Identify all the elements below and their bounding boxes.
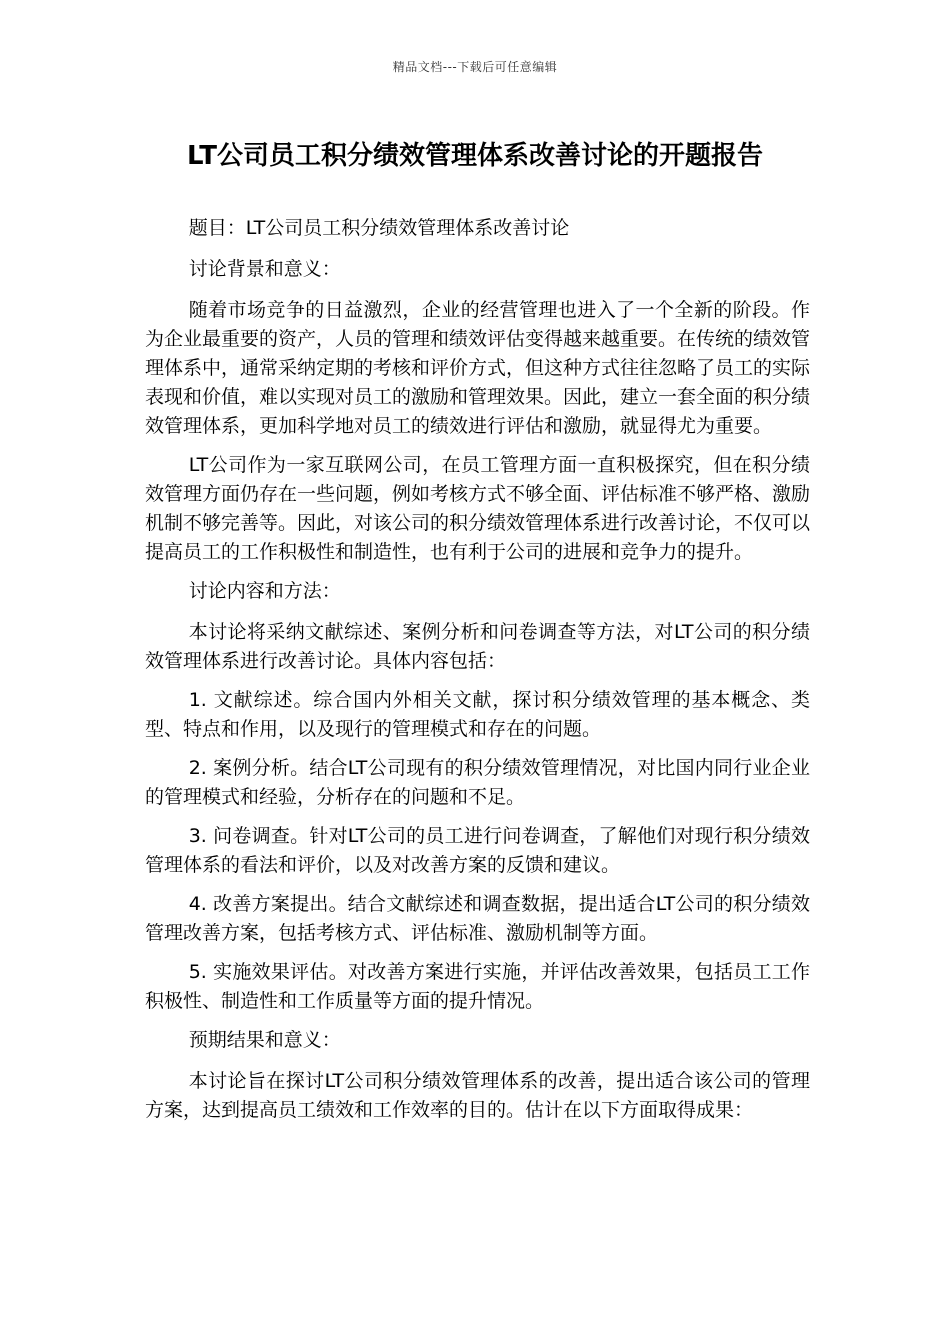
- methods-item-3: 3. 问卷调查。针对LT公司的员工进行问卷调查，了解他们对现行积分绩效管理体系的看法和评价，以及对改善方案的反馈和建议。: [145, 825, 810, 876]
- section-heading-background: 讨论背景和意义：: [188, 258, 341, 280]
- methods-intro-paragraph: 本讨论将采纳文献综述、案例分析和问卷调查等方法，对LT公司的积分绩效管理体系进行改善讨论。具体内容包括：: [145, 621, 810, 672]
- document-body: [145, 214, 810, 1135]
- methods-item-4: 4. 改善方案提出。结合文献综述和调查数据，提出适合LT公司的积分绩效管理改善方案，包括考核方式、评估标准、激励机制等方面。: [145, 893, 810, 944]
- background-paragraph-2: LT公司作为一家互联网公司，在员工管理方面一直积极探究，但在积分绩效管理方面仍存在一些问题，例如考核方式不够全面、评估标准不够严格、激励机制不够完善等。因此，对该公司的积分绩效管理体系进行改善讨论，不仅可以提高员工的工作积极性和制造性，也有利于公司的进展和竞争力的提升。: [145, 454, 811, 563]
- methods-item-5: 5. 实施效果评估。对改善方案进行实施，并评估改善效果，包括员工工作积极性、制造性和工作质量等方面的提升情况。: [145, 961, 810, 1012]
- background-paragraph-1: 随着市场竞争的日益激烈，企业的经营管理也进入了一个全新的阶段。作为企业最重要的资产，人员的管理和绩效评估变得越来越重要。在传统的绩效管理体系中，通常采纳定期的考核和评价方式，但这种方式往往忽略了员工的实际表现和价值，难以实现对员工的激励和管理效果。因此，建立一套全面的积分绩效管理体系，更加科学地对员工的绩效进行评估和激励，就显得尤为重要。: [145, 299, 811, 437]
- section-heading-expected-results: 预期结果和意义：: [188, 1029, 341, 1051]
- page-header-note: 精品文档---下载后可任意编辑: [392, 60, 558, 74]
- methods-item-2: 2. 案例分析。结合LT公司现有的积分绩效管理情况，对比国内同行业企业的管理模式和经验，分析存在的问题和不足。: [145, 757, 810, 808]
- section-heading-methods: 讨论内容和方法：: [188, 580, 341, 602]
- document-title: LT公司员工积分绩效管理体系改善讨论的开题报告: [187, 141, 763, 171]
- methods-item-1: 1. 文献综述。综合国内外相关文献，探讨积分绩效管理的基本概念、类型、特点和作用，以及现行的管理模式和存在的问题。: [145, 689, 810, 740]
- expected-results-paragraph: 本讨论旨在探讨LT公司积分绩效管理体系的改善，提出适合该公司的管理方案，达到提高员工绩效和工作效率的目的。估计在以下方面取得成果：: [145, 1070, 810, 1121]
- topic-line: 题目：LT公司员工积分绩效管理体系改善讨论: [188, 217, 570, 239]
